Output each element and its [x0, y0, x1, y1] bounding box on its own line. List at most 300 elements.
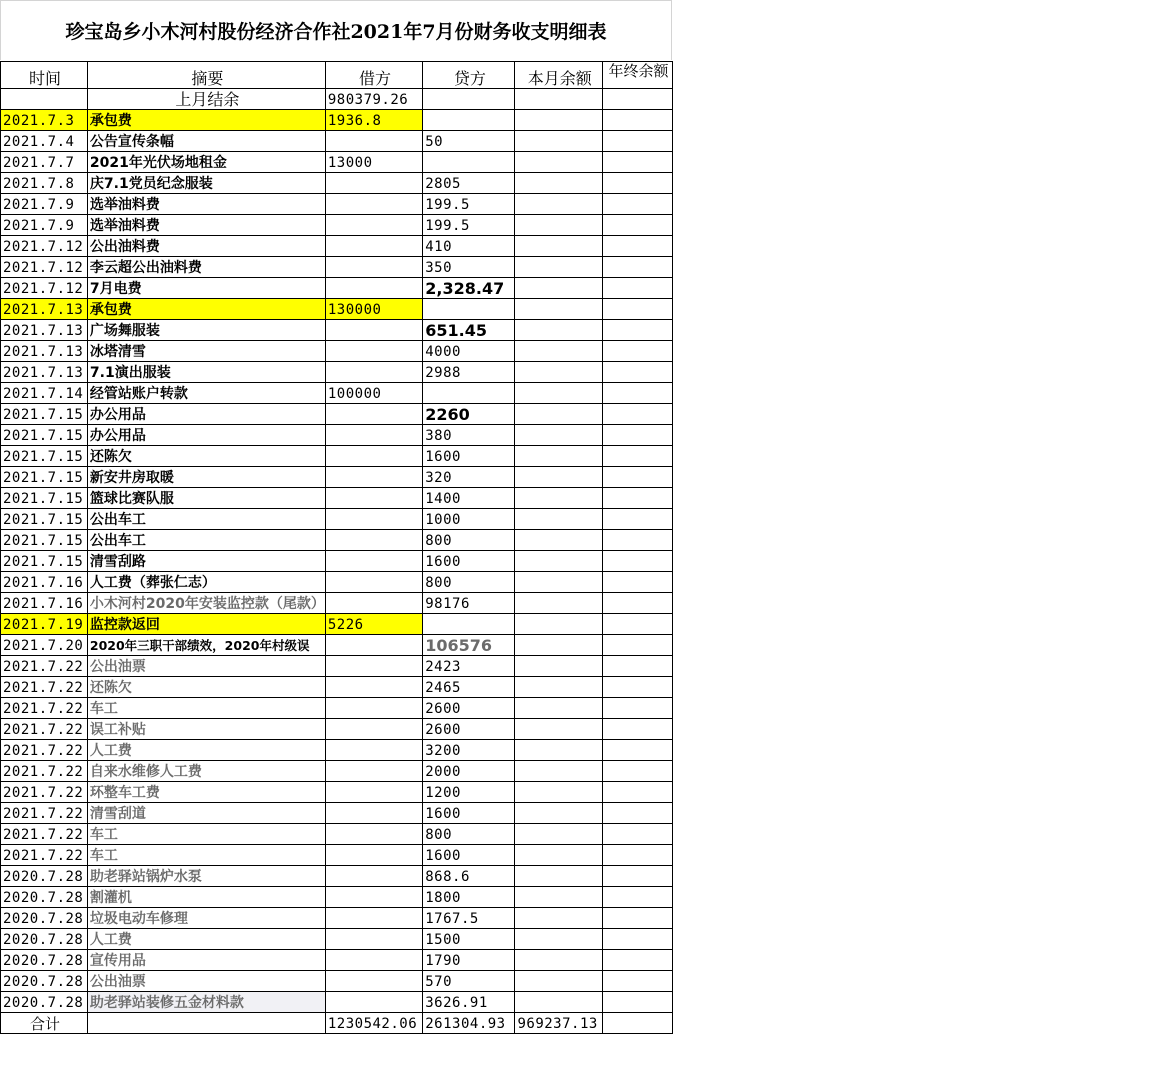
credit-cell: 868.6: [423, 866, 515, 887]
year-balance-cell: [603, 236, 673, 257]
month-balance-cell: [515, 845, 603, 866]
table-row: [1, 656, 673, 677]
table-row: [1, 257, 673, 278]
credit-cell: 199.5: [423, 215, 515, 236]
summary-cell: 还陈欠: [87, 446, 325, 467]
debit-cell: 1936.8: [325, 110, 422, 131]
debit-cell: [325, 761, 422, 782]
summary-cell: 公出车工: [87, 509, 325, 530]
month-balance-cell: [515, 152, 603, 173]
year-balance-cell: [603, 614, 673, 635]
date-cell: 2021.7.13: [1, 362, 88, 383]
date-cell: 2021.7.9: [1, 215, 88, 236]
month-balance-cell: [515, 425, 603, 446]
month-balance-cell: [515, 929, 603, 950]
date-cell: 2021.7.22: [1, 761, 88, 782]
table-row: [1, 341, 673, 362]
month-balance-cell: [515, 467, 603, 488]
debit-cell: [325, 740, 422, 761]
debit-cell: [325, 278, 422, 299]
table-row: [1, 740, 673, 761]
year-balance-cell: [603, 572, 673, 593]
date-cell: 2021.7.13: [1, 341, 88, 362]
month-balance-cell: [515, 698, 603, 719]
summary-cell: 清雪刮路: [87, 551, 325, 572]
table-row: [1, 404, 673, 425]
summary-cell: 车工: [87, 698, 325, 719]
table-row: [1, 551, 673, 572]
table-row: [1, 866, 673, 887]
summary-cell: 车工: [87, 845, 325, 866]
table-row: [1, 173, 673, 194]
credit-cell: 2465: [423, 677, 515, 698]
summary-cell: 监控款返回: [87, 614, 325, 635]
debit-cell: [325, 572, 422, 593]
credit-cell: 350: [423, 257, 515, 278]
date-cell: 2021.7.13: [1, 299, 88, 320]
table-row: [1, 215, 673, 236]
date-cell: 2020.7.28: [1, 866, 88, 887]
debit-cell: [325, 803, 422, 824]
year-balance-cell: [603, 152, 673, 173]
year-balance-cell: [603, 635, 673, 656]
month-balance-cell: [515, 950, 603, 971]
credit-cell: 2988: [423, 362, 515, 383]
table-row: [1, 950, 673, 971]
credit-cell: 1790: [423, 950, 515, 971]
date-cell: 2021.7.7: [1, 152, 88, 173]
year-balance-cell: [603, 110, 673, 131]
summary-cell: 篮球比赛队服: [87, 488, 325, 509]
month-balance-cell: [515, 236, 603, 257]
credit-cell: 1767.5: [423, 908, 515, 929]
year-balance-cell: [603, 215, 673, 236]
table-row: [1, 236, 673, 257]
date-cell: 2021.7.15: [1, 467, 88, 488]
month-balance-cell: [515, 530, 603, 551]
month-balance-cell: [515, 740, 603, 761]
year-balance-cell: [603, 824, 673, 845]
year-balance-cell: [603, 173, 673, 194]
date-cell: 2021.7.22: [1, 740, 88, 761]
summary-cell: 误工补贴: [87, 719, 325, 740]
credit-cell: 50: [423, 131, 515, 152]
month-balance-cell: [515, 278, 603, 299]
year-balance-cell: [603, 929, 673, 950]
month-balance-cell: [515, 635, 603, 656]
credit-cell: 1600: [423, 446, 515, 467]
date-cell: 2021.7.22: [1, 845, 88, 866]
month-balance-cell: [515, 614, 603, 635]
prev-balance-year: [603, 89, 673, 110]
header-cell-date: 时间: [1, 62, 88, 89]
debit-cell: 100000: [325, 383, 422, 404]
date-cell: 2021.7.15: [1, 530, 88, 551]
debit-cell: [325, 530, 422, 551]
month-balance-cell: [515, 446, 603, 467]
header-cell-debit: 借方: [325, 62, 422, 89]
table-row: [1, 593, 673, 614]
date-cell: 2021.7.12: [1, 278, 88, 299]
month-balance-cell: [515, 257, 603, 278]
table-row: [1, 383, 673, 404]
summary-cell: 公出油票: [87, 971, 325, 992]
credit-cell: 2,328.47: [423, 278, 515, 299]
total-row: [1, 1013, 673, 1034]
table-row: [1, 278, 673, 299]
year-balance-cell: [603, 383, 673, 404]
table-row: [1, 320, 673, 341]
month-balance-cell: [515, 551, 603, 572]
summary-cell: 小木河村2020年安装监控款（尾款）: [87, 593, 325, 614]
month-balance-cell: [515, 215, 603, 236]
summary-cell: 2021年光伏场地租金: [87, 152, 325, 173]
year-balance-cell: [603, 740, 673, 761]
month-balance-cell: [515, 488, 603, 509]
year-balance-cell: [603, 194, 673, 215]
table-row: [1, 488, 673, 509]
credit-cell: 2000: [423, 761, 515, 782]
credit-cell: 2423: [423, 656, 515, 677]
year-balance-cell: [603, 488, 673, 509]
table-row: [1, 887, 673, 908]
date-cell: 2021.7.22: [1, 677, 88, 698]
debit-cell: [325, 509, 422, 530]
month-balance-cell: [515, 782, 603, 803]
debit-cell: [325, 866, 422, 887]
credit-cell: 800: [423, 824, 515, 845]
date-cell: 2021.7.15: [1, 425, 88, 446]
summary-cell: 7月电费: [87, 278, 325, 299]
month-balance-cell: [515, 908, 603, 929]
summary-cell: 承包费: [87, 299, 325, 320]
date-cell: 2021.7.22: [1, 656, 88, 677]
credit-cell: 1800: [423, 887, 515, 908]
credit-cell: 380: [423, 425, 515, 446]
debit-cell: [325, 551, 422, 572]
credit-cell: 570: [423, 971, 515, 992]
debit-cell: 5226: [325, 614, 422, 635]
total-balance: 969237.13: [515, 1013, 603, 1034]
table-row: [1, 467, 673, 488]
summary-cell: 人工费（葬张仁志）: [87, 572, 325, 593]
credit-cell: 651.45: [423, 320, 515, 341]
summary-cell: 2020年三职干部绩效，2020年村级误: [87, 635, 325, 656]
year-balance-cell: [603, 971, 673, 992]
header-row: [1, 62, 673, 89]
debit-cell: [325, 782, 422, 803]
credit-cell: 98176: [423, 593, 515, 614]
year-balance-cell: [603, 467, 673, 488]
month-balance-cell: [515, 320, 603, 341]
date-cell: 2021.7.15: [1, 446, 88, 467]
summary-cell: 冰塔清雪: [87, 341, 325, 362]
month-balance-cell: [515, 593, 603, 614]
month-balance-cell: [515, 572, 603, 593]
month-balance-cell: [515, 383, 603, 404]
month-balance-cell: [515, 887, 603, 908]
date-cell: 2020.7.28: [1, 887, 88, 908]
debit-cell: [325, 215, 422, 236]
date-cell: 2021.7.12: [1, 236, 88, 257]
table-row: [1, 845, 673, 866]
month-balance-cell: [515, 110, 603, 131]
date-cell: 2021.7.3: [1, 110, 88, 131]
credit-cell: 320: [423, 467, 515, 488]
month-balance-cell: [515, 131, 603, 152]
prev-balance-month: [515, 89, 603, 110]
table-row: [1, 992, 673, 1013]
year-balance-cell: [603, 320, 673, 341]
summary-cell: 清雪刮道: [87, 803, 325, 824]
date-cell: 2020.7.28: [1, 992, 88, 1013]
table-row: [1, 803, 673, 824]
total-label: 合计: [1, 1013, 88, 1034]
total-summary: [87, 1013, 325, 1034]
credit-cell: 1500: [423, 929, 515, 950]
debit-cell: [325, 719, 422, 740]
date-cell: 2021.7.20: [1, 635, 88, 656]
date-cell: 2021.7.13: [1, 320, 88, 341]
table-row: [1, 425, 673, 446]
date-cell: 2021.7.15: [1, 509, 88, 530]
summary-cell: 7.1演出服装: [87, 362, 325, 383]
debit-cell: [325, 992, 422, 1013]
year-balance-cell: [603, 341, 673, 362]
credit-cell: 2805: [423, 173, 515, 194]
ledger-table: [0, 61, 673, 1034]
year-balance-cell: [603, 404, 673, 425]
table-row: [1, 971, 673, 992]
summary-cell: 人工费: [87, 740, 325, 761]
table-row: [1, 362, 673, 383]
date-cell: 2021.7.9: [1, 194, 88, 215]
date-cell: 2021.7.19: [1, 614, 88, 635]
summary-cell: 还陈欠: [87, 677, 325, 698]
year-balance-cell: [603, 656, 673, 677]
debit-cell: [325, 257, 422, 278]
credit-cell: 4000: [423, 341, 515, 362]
table-row: [1, 614, 673, 635]
credit-cell: 1000: [423, 509, 515, 530]
table-row: [1, 929, 673, 950]
credit-cell: [423, 110, 515, 131]
date-cell: 2021.7.8: [1, 173, 88, 194]
table-row: [1, 530, 673, 551]
summary-cell: 办公用品: [87, 425, 325, 446]
debit-cell: [325, 362, 422, 383]
month-balance-cell: [515, 866, 603, 887]
table-row: [1, 908, 673, 929]
debit-cell: [325, 824, 422, 845]
total-credit: 261304.93: [423, 1013, 515, 1034]
summary-cell: 助老驿站装修五金材料款: [87, 992, 325, 1013]
debit-cell: [325, 635, 422, 656]
credit-cell: 1200: [423, 782, 515, 803]
year-balance-cell: [603, 950, 673, 971]
month-balance-cell: [515, 509, 603, 530]
date-cell: 2021.7.22: [1, 698, 88, 719]
month-balance-cell: [515, 299, 603, 320]
debit-cell: [325, 971, 422, 992]
date-cell: 2021.7.22: [1, 803, 88, 824]
debit-cell: [325, 173, 422, 194]
prev-balance-label: 上月结余: [87, 89, 325, 110]
summary-cell: 宣传用品: [87, 950, 325, 971]
credit-cell: 2600: [423, 719, 515, 740]
summary-cell: 人工费: [87, 929, 325, 950]
header-cell-credit: 贷方: [423, 62, 515, 89]
debit-cell: [325, 698, 422, 719]
table-row: [1, 572, 673, 593]
credit-cell: 199.5: [423, 194, 515, 215]
summary-cell: 新安井房取暖: [87, 467, 325, 488]
year-balance-cell: [603, 299, 673, 320]
month-balance-cell: [515, 404, 603, 425]
table-row: [1, 131, 673, 152]
debit-cell: [325, 950, 422, 971]
debit-cell: [325, 236, 422, 257]
date-cell: 2021.7.14: [1, 383, 88, 404]
summary-cell: 选举油料费: [87, 215, 325, 236]
table-row: [1, 782, 673, 803]
table-row: [1, 698, 673, 719]
table-row: [1, 761, 673, 782]
summary-cell: 自来水维修人工费: [87, 761, 325, 782]
year-balance-cell: [603, 887, 673, 908]
date-cell: 2020.7.28: [1, 908, 88, 929]
table-row: [1, 677, 673, 698]
summary-cell: 选举油料费: [87, 194, 325, 215]
header-cell-year-balance: 年终余额: [603, 62, 673, 89]
year-balance-cell: [603, 845, 673, 866]
credit-cell: [423, 614, 515, 635]
header-cell-summary: 摘要: [87, 62, 325, 89]
year-balance-cell: [603, 257, 673, 278]
summary-cell: 李云超公出油料费: [87, 257, 325, 278]
credit-cell: 2260: [423, 404, 515, 425]
header-cell-month-balance: 本月余额: [515, 62, 603, 89]
credit-cell: 3200: [423, 740, 515, 761]
date-cell: 2020.7.28: [1, 971, 88, 992]
credit-cell: 1600: [423, 803, 515, 824]
debit-cell: [325, 887, 422, 908]
debit-cell: 13000: [325, 152, 422, 173]
table-row: [1, 719, 673, 740]
debit-cell: [325, 425, 422, 446]
sheet-title: 珍宝岛乡小木河村股份经济合作社2021年7月份财务收支明细表: [0, 0, 672, 60]
prev-balance-credit: [423, 89, 515, 110]
debit-cell: [325, 404, 422, 425]
year-balance-cell: [603, 908, 673, 929]
year-balance-cell: [603, 761, 673, 782]
prev-balance-row: [1, 89, 673, 110]
year-balance-cell: [603, 509, 673, 530]
table-row: [1, 110, 673, 131]
summary-cell: 车工: [87, 824, 325, 845]
table-row: [1, 446, 673, 467]
date-cell: 2020.7.28: [1, 950, 88, 971]
month-balance-cell: [515, 824, 603, 845]
summary-cell: 承包费: [87, 110, 325, 131]
month-balance-cell: [515, 194, 603, 215]
prev-balance-date: [1, 89, 88, 110]
year-balance-cell: [603, 782, 673, 803]
credit-cell: 1600: [423, 845, 515, 866]
summary-cell: 广场舞服装: [87, 320, 325, 341]
date-cell: 2021.7.16: [1, 572, 88, 593]
debit-cell: [325, 845, 422, 866]
credit-cell: 800: [423, 572, 515, 593]
date-cell: 2020.7.28: [1, 929, 88, 950]
summary-cell: 经管站账户转款: [87, 383, 325, 404]
credit-cell: 1600: [423, 551, 515, 572]
summary-cell: 割灌机: [87, 887, 325, 908]
month-balance-cell: [515, 719, 603, 740]
year-balance-cell: [603, 698, 673, 719]
year-balance-cell: [603, 425, 673, 446]
total-debit: 1230542.06: [325, 1013, 422, 1034]
debit-cell: [325, 131, 422, 152]
year-balance-cell: [603, 866, 673, 887]
month-balance-cell: [515, 971, 603, 992]
date-cell: 2021.7.15: [1, 404, 88, 425]
prev-balance-debit: 980379.26: [325, 89, 422, 110]
debit-cell: [325, 467, 422, 488]
summary-cell: 垃圾电动车修理: [87, 908, 325, 929]
table-row: [1, 194, 673, 215]
month-balance-cell: [515, 362, 603, 383]
credit-cell: 2600: [423, 698, 515, 719]
month-balance-cell: [515, 173, 603, 194]
credit-cell: 410: [423, 236, 515, 257]
year-balance-cell: [603, 593, 673, 614]
debit-cell: [325, 488, 422, 509]
month-balance-cell: [515, 803, 603, 824]
summary-cell: 公告宣传条幅: [87, 131, 325, 152]
date-cell: 2021.7.16: [1, 593, 88, 614]
summary-cell: 公出油料费: [87, 236, 325, 257]
credit-cell: [423, 383, 515, 404]
year-balance-cell: [603, 446, 673, 467]
credit-cell: 106576: [423, 635, 515, 656]
credit-cell: 3626.91: [423, 992, 515, 1013]
debit-cell: [325, 677, 422, 698]
debit-cell: [325, 929, 422, 950]
summary-cell: 办公用品: [87, 404, 325, 425]
year-balance-cell: [603, 131, 673, 152]
table-row: [1, 635, 673, 656]
credit-cell: 1400: [423, 488, 515, 509]
table-row: [1, 299, 673, 320]
date-cell: 2021.7.15: [1, 551, 88, 572]
month-balance-cell: [515, 341, 603, 362]
year-balance-cell: [603, 278, 673, 299]
debit-cell: [325, 194, 422, 215]
credit-cell: [423, 152, 515, 173]
date-cell: 2021.7.15: [1, 488, 88, 509]
table-row: [1, 509, 673, 530]
debit-cell: 130000: [325, 299, 422, 320]
month-balance-cell: [515, 656, 603, 677]
summary-cell: 助老驿站锅炉水泵: [87, 866, 325, 887]
debit-cell: [325, 446, 422, 467]
table-row: [1, 824, 673, 845]
total-year: [603, 1013, 673, 1034]
debit-cell: [325, 320, 422, 341]
summary-cell: 公出车工: [87, 530, 325, 551]
date-cell: 2021.7.4: [1, 131, 88, 152]
